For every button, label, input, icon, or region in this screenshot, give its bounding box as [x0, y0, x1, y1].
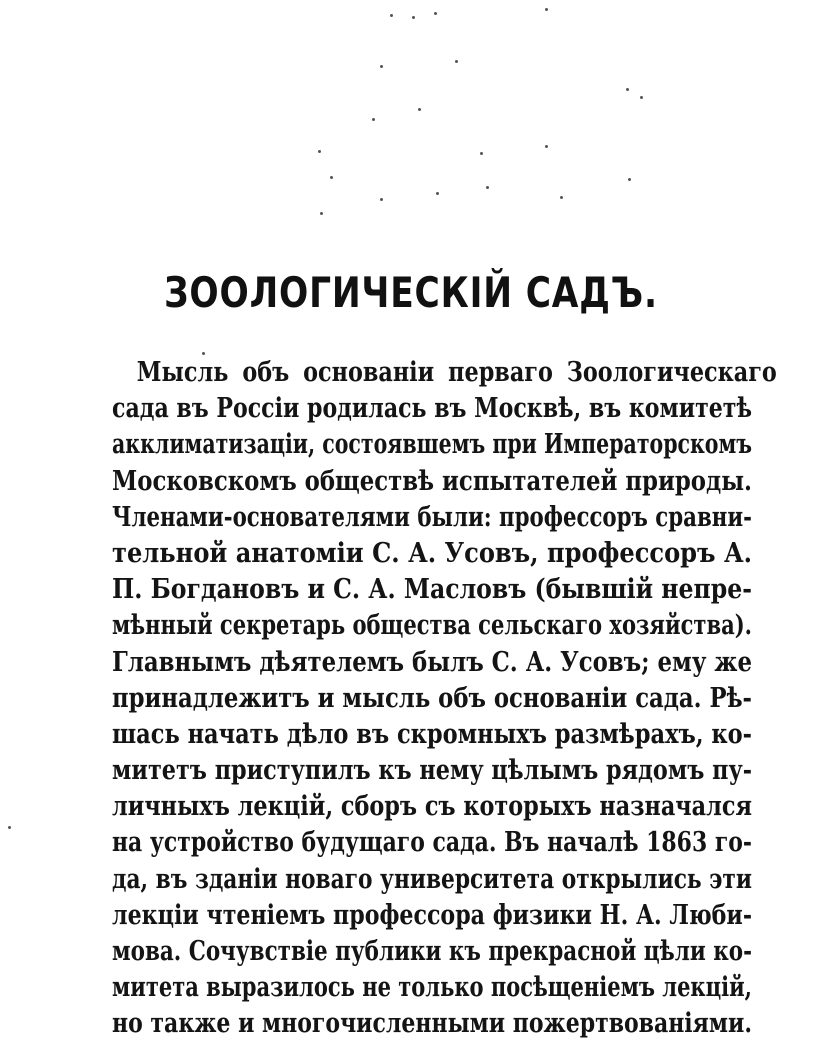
- text-line: Мысль объ основаніи перваго Зоологическаго: [136, 357, 777, 388]
- text-line: лекціи чтеніемъ профессора физики Н. А. Люби-: [112, 899, 752, 931]
- text-line: тельной анатоміи С. А. Усовъ, профессоръ А.: [112, 537, 752, 569]
- page-title: ЗООЛОГИЧЕСКІЙ САДЪ.: [164, 268, 658, 317]
- text-line: Членами-основателями были: профессоръ сравни-: [112, 501, 752, 533]
- text-line: Главнымъ дѣятелемъ былъ С. А. Усовъ; ему же: [112, 646, 752, 678]
- text-line: мѣнный секретарь общества сельскаго хозяйства).: [112, 610, 752, 642]
- text-line: Московскомъ обществѣ испытателей природы.: [112, 465, 752, 497]
- paragraph: [112, 355, 777, 1043]
- text-line: митетъ приступилъ къ нему цѣлымъ рядомъ пу-: [112, 755, 752, 787]
- text-line: принадлежитъ и мысль объ основаніи сада. Рѣ-: [112, 682, 752, 714]
- text-line: но также и многочисленными пожертвованіями.: [112, 1008, 752, 1040]
- text-line: личныхъ лекцій, сборъ съ которыхъ назначался: [112, 791, 752, 823]
- text-line: да, въ зданіи новаго университета открылись эти: [112, 863, 752, 895]
- text-line: митета выразилось не только посѣщеніемъ лекцій,: [112, 972, 752, 1004]
- text-line: П. Богдановъ и С. А. Масловъ (бывшій непре-: [112, 574, 752, 606]
- text-line: шась начать дѣло въ скромныхъ размѣрахъ, ко-: [112, 718, 752, 750]
- text-line: на устройство будущаго сада. Въ началѣ 1863 го-: [112, 827, 752, 859]
- text-line: сада въ Россіи родилась въ Москвѣ, въ комитетѣ: [112, 393, 752, 425]
- text-line: мова. Сочувствіе публики къ прекрасной цѣли ко-: [112, 936, 752, 967]
- text-line: акклиматизаціи, состоявшемъ при Императорскомъ: [112, 429, 752, 461]
